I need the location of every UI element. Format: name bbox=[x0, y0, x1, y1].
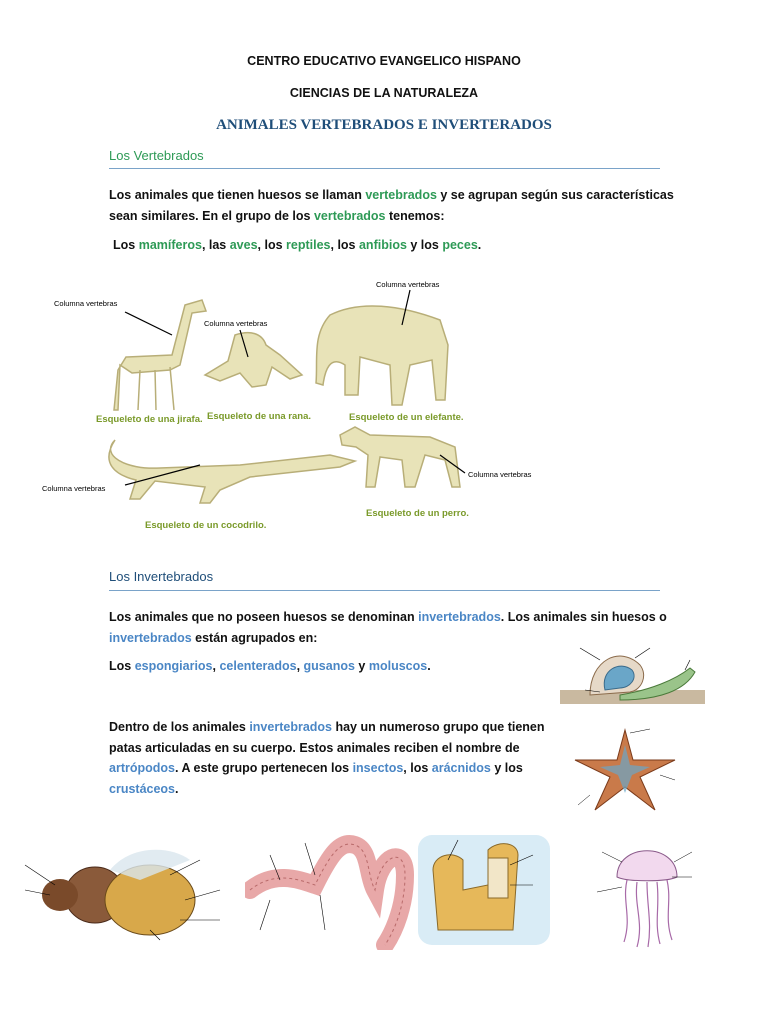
text: y los bbox=[406, 238, 443, 252]
caption-perro: Esqueleto de un perro. bbox=[366, 508, 469, 519]
term-crustaceos: crustáceos bbox=[109, 781, 176, 796]
frog-skeleton bbox=[205, 333, 302, 387]
term-invertebrados: invertebrados bbox=[109, 630, 192, 645]
elephant-skeleton bbox=[316, 306, 448, 405]
sponge-anatomy-illustration bbox=[418, 830, 553, 950]
crocodile-skeleton bbox=[109, 440, 355, 503]
jellyfish-anatomy-illustration bbox=[592, 832, 702, 952]
text: , bbox=[212, 659, 220, 673]
section-heading-vertebrados: Los Vertebrados bbox=[109, 148, 204, 163]
text: Los animales que no poseen huesos se denominan bbox=[109, 610, 419, 624]
text: Dentro de los animales bbox=[109, 720, 250, 734]
term-aves: aves bbox=[229, 238, 258, 252]
caption-cocodrilo: Esqueleto de un cocodrilo. bbox=[145, 520, 267, 531]
invertebrados-paragraph-3 bbox=[109, 717, 549, 799]
skeletons-figure bbox=[40, 275, 560, 535]
term-vertebrados: vertebrados bbox=[365, 188, 437, 202]
term-insectos: insectos bbox=[352, 761, 404, 775]
giraffe-skeleton bbox=[114, 300, 206, 410]
section-divider bbox=[109, 168, 660, 169]
label-columna-frog: Columna vertebras bbox=[204, 319, 268, 328]
text: y se agrupan según sus características sean similares. En el grupo de los bbox=[109, 188, 674, 223]
invertebrados-paragraph-2 bbox=[109, 656, 549, 677]
term-mamiferos: mamíferos bbox=[138, 238, 202, 252]
label-columna-crocodile: Columna vertebras bbox=[42, 484, 106, 493]
term-vertebrados: vertebrados bbox=[313, 208, 386, 223]
label-columna-giraffe: Columna vertebras bbox=[54, 299, 118, 308]
label-columna-dog: Columna vertebras bbox=[468, 470, 532, 479]
text: . bbox=[175, 781, 179, 796]
page-title: ANIMALES VERTEBRADOS E INVERTERADOS bbox=[216, 117, 552, 133]
text: están agrupados en: bbox=[191, 630, 318, 645]
subject-name: CIENCIAS DE LA NATURALEZA bbox=[289, 86, 479, 100]
text: , bbox=[296, 659, 304, 673]
term-espongiarios: espongiarios bbox=[134, 659, 213, 673]
text: , las bbox=[201, 238, 230, 252]
school-name: CENTRO EDUCATIVO EVANGELICO HISPANO bbox=[247, 54, 521, 68]
text: Los bbox=[109, 659, 135, 673]
text: tenemos: bbox=[385, 208, 445, 223]
skeletons-illustration bbox=[40, 275, 560, 535]
term-peces: peces bbox=[442, 238, 478, 252]
starfish-illustration bbox=[570, 725, 680, 815]
term-invertebrados: invertebrados bbox=[249, 720, 332, 734]
term-aracnidos: arácnidos bbox=[431, 761, 491, 775]
caption-jirafa: Esqueleto de una jirafa. bbox=[96, 414, 203, 425]
snail-illustration bbox=[560, 640, 710, 710]
text: , los bbox=[403, 761, 432, 775]
text: . A este grupo pertenecen los bbox=[174, 761, 353, 775]
text: y los bbox=[490, 761, 523, 775]
term-reptiles: reptiles bbox=[286, 238, 331, 252]
section-heading-invertebrados: Los Invertebrados bbox=[109, 569, 214, 584]
text: , los bbox=[330, 238, 359, 252]
section-divider bbox=[109, 590, 660, 591]
text: . bbox=[477, 238, 482, 252]
text: . Los animales sin huesos o bbox=[500, 610, 667, 624]
text: y bbox=[354, 659, 369, 673]
caption-rana: Esqueleto de una rana. bbox=[207, 411, 311, 422]
vertebrados-paragraph-2 bbox=[113, 235, 673, 256]
term-anfibios: anfibios bbox=[358, 238, 407, 252]
text: . bbox=[427, 659, 431, 673]
term-moluscos: moluscos bbox=[368, 659, 428, 673]
label-columna-elephant: Columna vertebras bbox=[376, 280, 440, 289]
bee-anatomy-illustration bbox=[20, 840, 245, 950]
text: Los animales que tienen huesos se llaman bbox=[109, 188, 366, 202]
worm-anatomy-illustration bbox=[245, 835, 415, 950]
caption-elefante: Esqueleto de un elefante. bbox=[349, 412, 464, 423]
term-gusanos: gusanos bbox=[303, 659, 355, 673]
text: , los bbox=[257, 238, 287, 252]
arrow-giraffe bbox=[125, 312, 172, 335]
text: Los bbox=[113, 238, 139, 252]
term-invertebrados: invertebrados bbox=[418, 610, 501, 624]
vertebrados-paragraph-1 bbox=[109, 185, 674, 226]
text: hay un numeroso grupo que tienen patas articuladas en su cuerpo. Estos animales reciben el nombre de bbox=[109, 720, 545, 755]
term-artropodos: artrópodos bbox=[109, 761, 175, 775]
term-celenterados: celenterados bbox=[219, 659, 297, 673]
